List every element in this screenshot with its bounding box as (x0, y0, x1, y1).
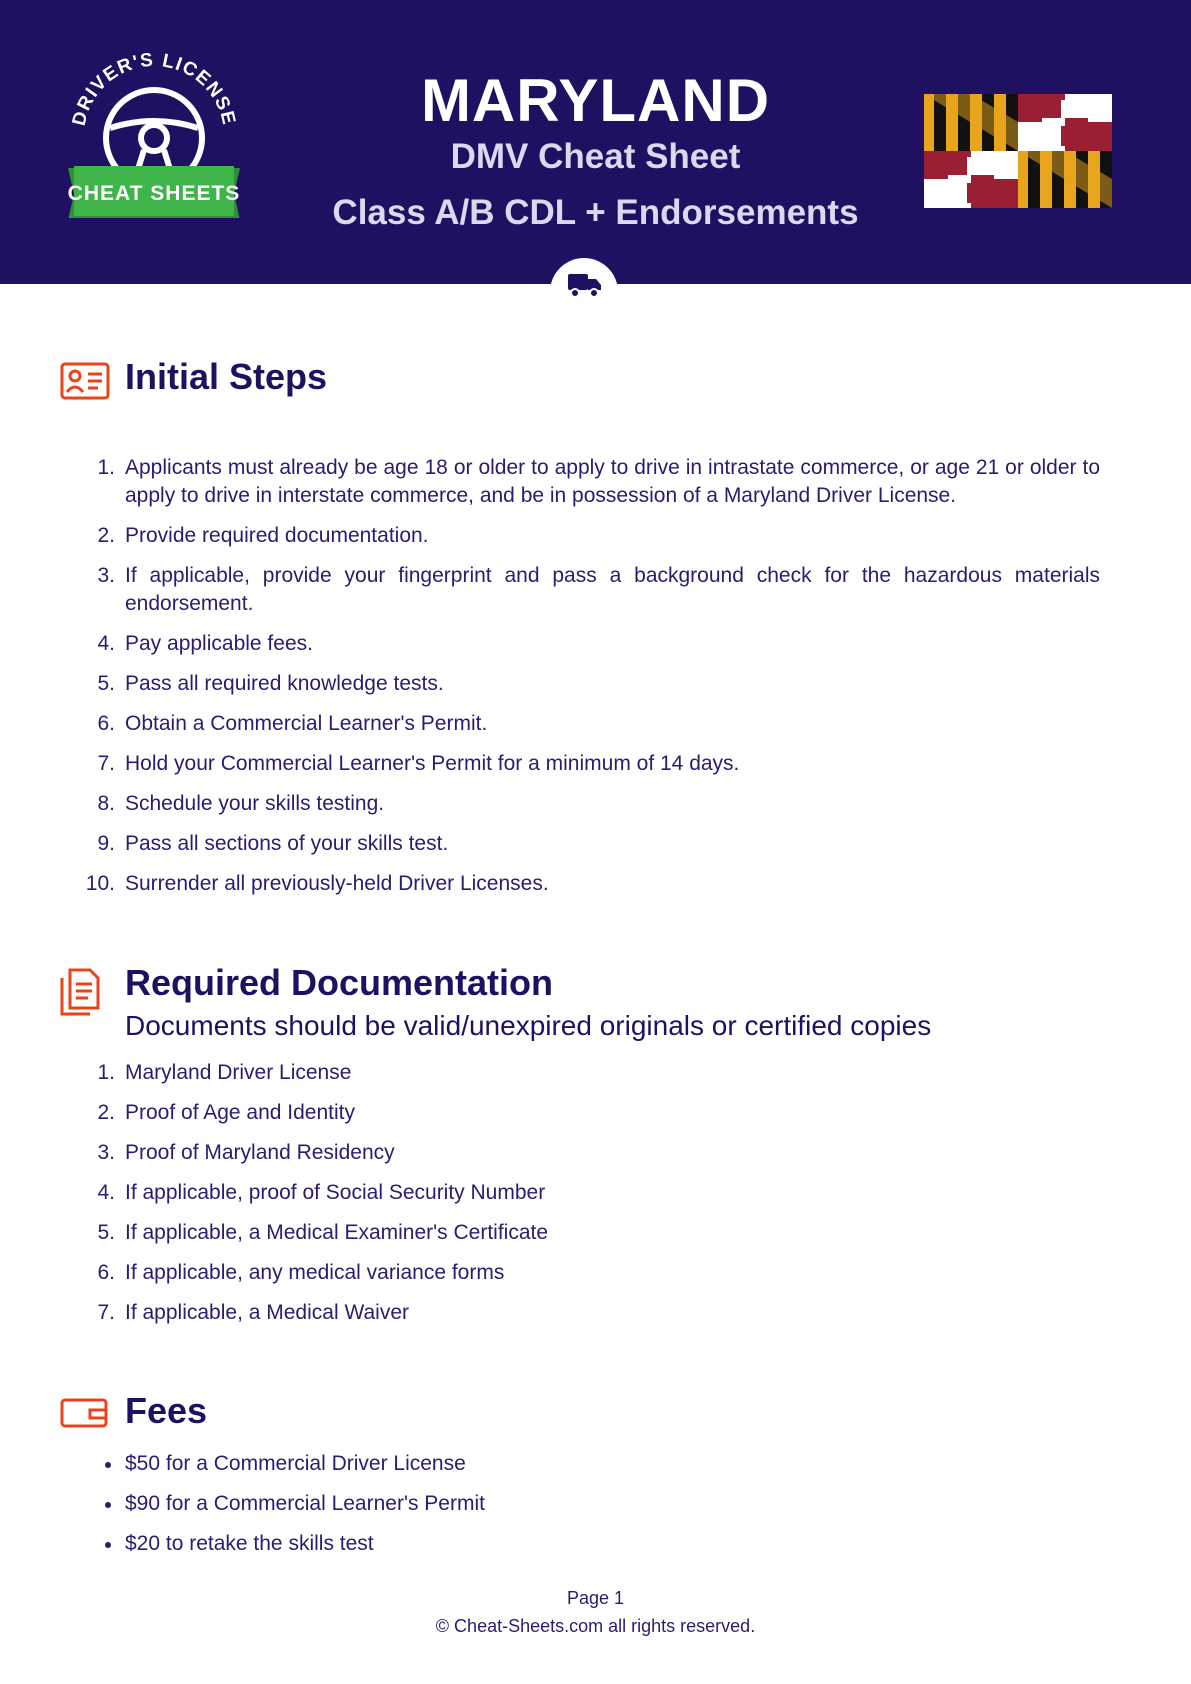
list-item (97, 1139, 1100, 1167)
list-item-text: Pass all required knowledge tests. (125, 672, 444, 695)
list-item (97, 670, 1100, 698)
list-item-number: 8. (97, 792, 115, 815)
list-item (97, 562, 1100, 618)
bullet-icon (105, 1542, 111, 1548)
id-card-icon (60, 362, 110, 400)
list-item-number: 7. (97, 1301, 115, 1324)
logo-banner-text: CHEAT SHEETS (67, 182, 241, 205)
list-item (97, 1299, 1100, 1327)
list-item-number: 2. (97, 524, 115, 547)
list-item (97, 630, 1100, 658)
list-item (97, 830, 1100, 858)
list-item (125, 1490, 1100, 1518)
list-item-text: $20 to retake the skills test (125, 1532, 374, 1555)
list-item-text: Surrender all previously-held Driver Licenses. (125, 872, 549, 895)
bullet-icon (105, 1462, 111, 1468)
section-title-required-docs: Required Documentation (125, 962, 554, 1003)
required-docs-list (97, 1059, 1100, 1339)
list-item (97, 710, 1100, 738)
list-item-number: 9. (97, 832, 115, 855)
logo-top-text: DRIVER'S LICENSE (68, 49, 240, 128)
section-title-initial-steps: Initial Steps (125, 356, 328, 397)
list-item-number: 10. (85, 872, 115, 895)
list-item-number: 7. (97, 752, 115, 775)
list-item-text: Pay applicable fees. (125, 632, 313, 655)
section-note-required-docs: Documents should be valid/unexpired originals or certified copies (125, 1010, 932, 1041)
list-item-text: If applicable, a Medical Examiner's Certificate (125, 1221, 549, 1244)
truck-badge (550, 258, 618, 326)
list-item (97, 1179, 1100, 1207)
list-item-number: 1. (97, 1061, 115, 1084)
page-subtitle-class: Class A/B CDL + Endorsements (332, 193, 859, 232)
bullet-icon (105, 1502, 111, 1508)
list-item-number: 6. (97, 712, 115, 735)
list-item-text: Proof of Maryland Residency (125, 1141, 395, 1164)
list-item (97, 750, 1100, 778)
list-item (97, 790, 1100, 818)
list-item-text: Proof of Age and Identity (125, 1101, 355, 1124)
list-item-number: 5. (97, 1221, 115, 1244)
list-item (125, 1450, 1100, 1478)
list-item (97, 1059, 1100, 1087)
list-item (97, 1259, 1100, 1287)
list-item-number: 3. (97, 564, 115, 587)
list-item (97, 454, 1100, 510)
page-subtitle: DMV Cheat Sheet (450, 137, 741, 176)
list-item-number: 4. (97, 1181, 115, 1204)
list-item-text: Provide required documentation. (125, 524, 429, 547)
initial-steps-list (85, 454, 1100, 910)
list-item (97, 522, 1100, 550)
list-item-text: If applicable, proof of Social Security Number (125, 1181, 546, 1204)
page-title: MARYLAND (420, 67, 771, 134)
list-item-text: Obtain a Commercial Learner's Permit. (125, 712, 488, 735)
list-item-text: $50 for a Commercial Driver License (125, 1452, 466, 1475)
copyright: © Cheat-Sheets.com all rights reserved. (435, 1616, 756, 1636)
truck-icon (566, 270, 604, 300)
list-item (125, 1530, 1100, 1558)
maryland-flag (924, 94, 1112, 208)
list-item-number: 3. (97, 1141, 115, 1164)
list-item-number: 6. (97, 1261, 115, 1284)
list-item-number: 2. (97, 1101, 115, 1124)
document-icon (60, 968, 100, 1016)
list-item-number: 1. (97, 456, 115, 479)
list-item-text: Schedule your skills testing. (125, 792, 385, 815)
list-item-text: If applicable, a Medical Waiver (125, 1301, 410, 1324)
page-number: Page 1 (566, 1588, 625, 1608)
list-item (85, 870, 1100, 898)
list-item-text: If applicable, provide your fingerprint and pass a background check for the hazardous materials endorsement. (125, 564, 1100, 615)
list-item-text: Hold your Commercial Learner's Permit for a minimum of 14 days. (125, 752, 740, 775)
list-item-text: Maryland Driver License (125, 1061, 352, 1084)
list-item-text: Applicants must already be age 18 or older to apply to drive in intrastate commerce, or age 21 or older to apply to drive in interstate commerce, and be in possession of a Maryland Driver License. (125, 456, 1100, 507)
list-item (97, 1219, 1100, 1247)
fees-list (125, 1450, 1100, 1570)
wallet-icon (60, 1396, 110, 1430)
list-item (97, 1099, 1100, 1127)
list-item-text: If applicable, any medical variance forms (125, 1261, 505, 1284)
list-item-number: 4. (97, 632, 115, 655)
section-title-fees: Fees (125, 1390, 208, 1431)
page-header (0, 0, 1191, 284)
list-item-text: Pass all sections of your skills test. (125, 832, 449, 855)
list-item-number: 5. (97, 672, 115, 695)
list-item-text: $90 for a Commercial Learner's Permit (125, 1492, 485, 1515)
